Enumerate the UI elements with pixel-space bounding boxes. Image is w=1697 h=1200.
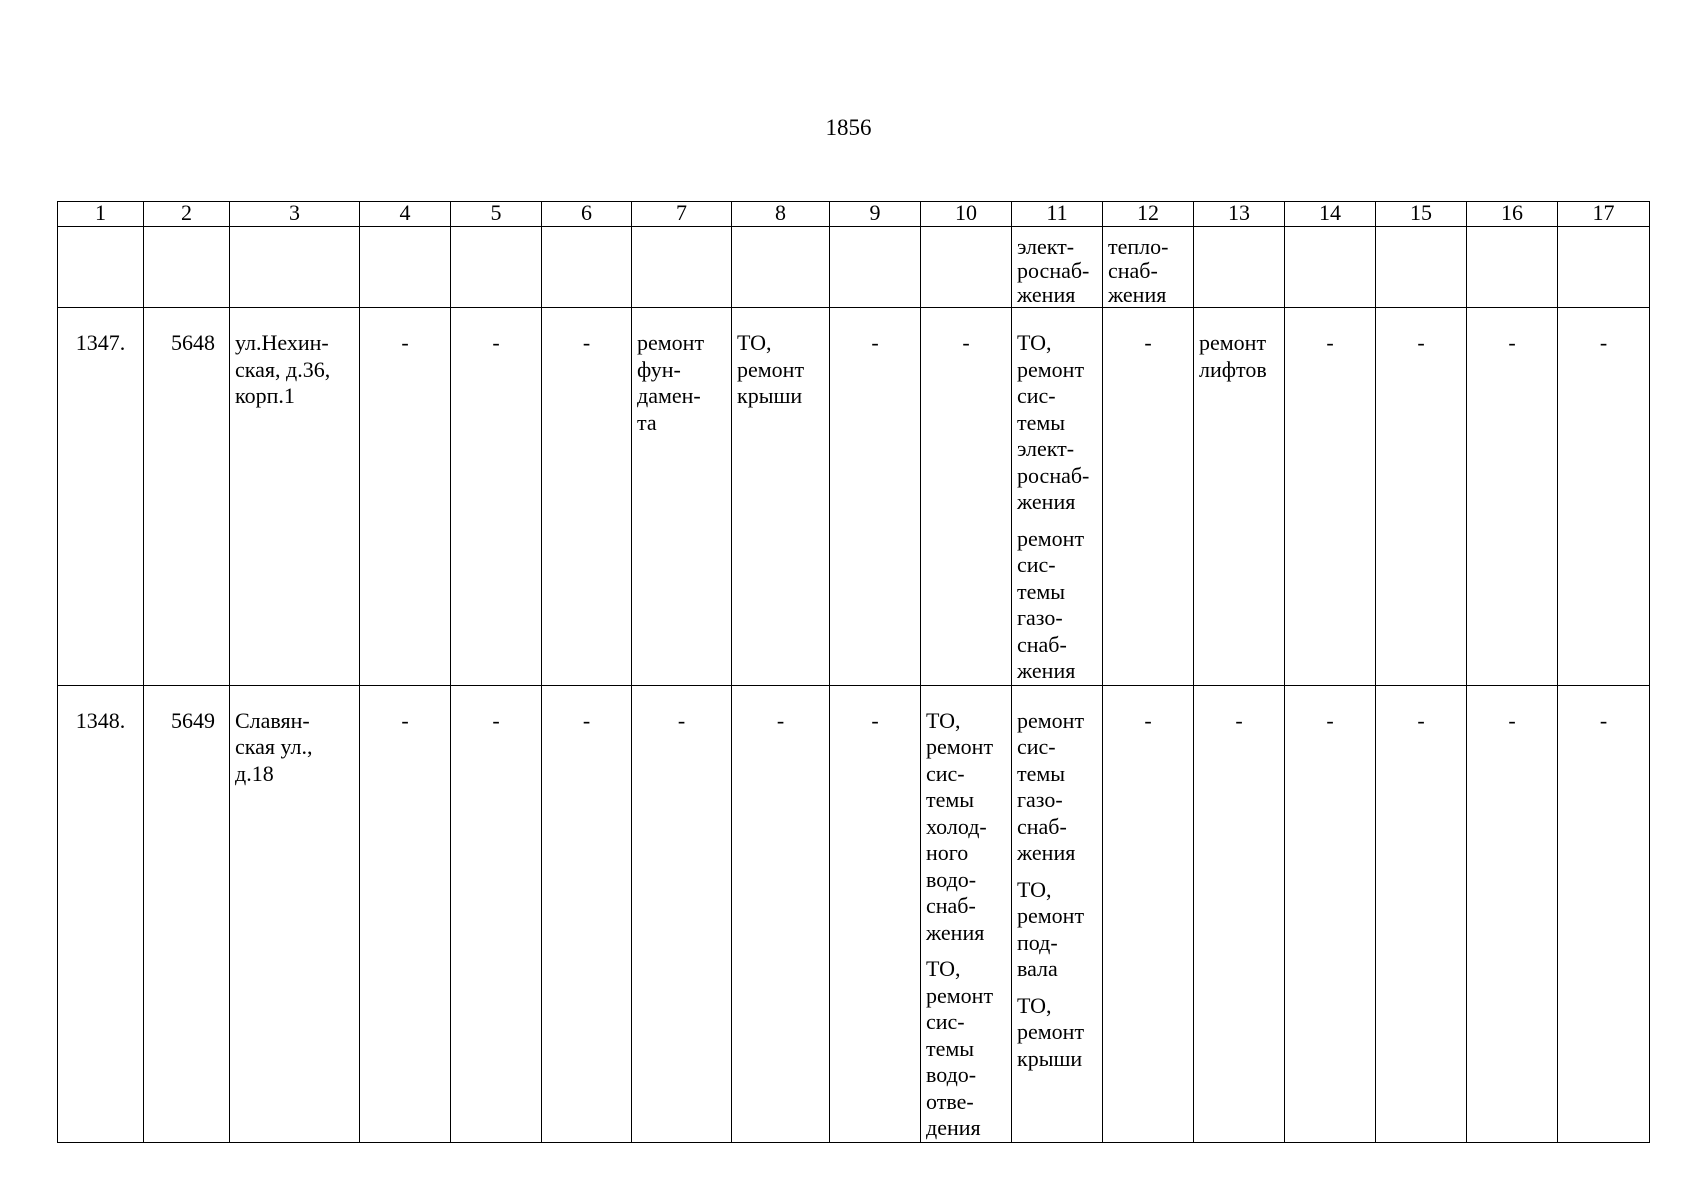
- cell-text: [732, 308, 829, 410]
- row-number-cell: [58, 685, 144, 1142]
- table-cell: [1376, 685, 1467, 1142]
- text-line: снаб-: [1108, 258, 1158, 283]
- text-line: лифтов: [1199, 356, 1267, 382]
- address-cell: [230, 685, 360, 1142]
- dash-value: -: [582, 330, 591, 355]
- text-block: [1017, 330, 1097, 516]
- text-line: газо-: [1017, 787, 1063, 812]
- dash-value: -: [677, 707, 686, 733]
- cell-text: [1012, 308, 1102, 685]
- table-cell: [451, 685, 542, 1142]
- text-line: жения: [1017, 282, 1076, 307]
- table-cell: [360, 308, 451, 686]
- cell-text: [1012, 227, 1102, 307]
- dash-value: -: [1144, 707, 1152, 733]
- table-cell: [1103, 685, 1194, 1142]
- table-cell: [58, 227, 144, 308]
- text-line: ремонт: [1017, 903, 1085, 928]
- dash-value: -: [1599, 707, 1608, 733]
- text-line: дения: [926, 1115, 981, 1140]
- text-line: ного: [926, 840, 969, 865]
- table-cell: [1194, 308, 1285, 686]
- column-number: 1: [58, 202, 144, 227]
- table-cell: [732, 227, 830, 308]
- table-cell: [144, 227, 230, 308]
- text-line: темы: [1017, 409, 1066, 435]
- row-number-cell: [58, 308, 144, 686]
- text-line: дамен-: [637, 383, 701, 408]
- dash-value: -: [1144, 330, 1152, 355]
- table-cell: [1012, 308, 1103, 686]
- dash-value: -: [1326, 707, 1334, 733]
- table-cell: [451, 308, 542, 686]
- table-cell: [1012, 227, 1103, 308]
- table-cell: [1285, 685, 1376, 1142]
- row-code-cell: [144, 685, 230, 1142]
- row-code: 5648: [171, 330, 215, 355]
- text-line: ремонт: [1199, 330, 1267, 355]
- text-block: [926, 956, 1006, 1142]
- text-line: ТО,: [737, 330, 772, 355]
- text-line: ремонт: [1017, 707, 1085, 733]
- dash-value: -: [401, 707, 409, 733]
- text-line: роснаб-: [1017, 462, 1090, 488]
- cell-text: [1194, 308, 1284, 383]
- column-number: 17: [1558, 202, 1650, 227]
- text-line: холод-: [926, 813, 987, 839]
- address-cell: [230, 308, 360, 686]
- table-cell: [1558, 685, 1650, 1142]
- text-block: [1017, 708, 1097, 867]
- table-cell: [1194, 685, 1285, 1142]
- dash-value: -: [871, 330, 879, 355]
- column-number: 8: [732, 202, 830, 227]
- text-line: корп.1: [235, 383, 295, 408]
- text-line: ремонт: [737, 356, 805, 382]
- text-line: крыши: [1017, 1045, 1083, 1071]
- text-line: жения: [926, 919, 985, 945]
- table-cell: [632, 227, 732, 308]
- table-row: [58, 308, 1650, 686]
- table-cell: [921, 308, 1012, 686]
- column-number: 6: [542, 202, 632, 227]
- text-line: ТО,: [926, 956, 961, 981]
- column-number: 9: [830, 202, 921, 227]
- dash-value: -: [401, 330, 409, 355]
- table-cell: [360, 227, 451, 308]
- text-line: сис-: [926, 1009, 965, 1034]
- text-line: под-: [1017, 929, 1058, 955]
- dash-value: -: [962, 330, 970, 355]
- column-number: 13: [1194, 202, 1285, 227]
- table-cell: [632, 308, 732, 686]
- dash-value: -: [1599, 330, 1608, 355]
- text-line: снаб-: [1017, 813, 1067, 839]
- cell-text: [1012, 686, 1102, 1073]
- text-line: темы: [1017, 760, 1066, 786]
- row-code-cell: [144, 308, 230, 686]
- table-cell: [921, 685, 1012, 1142]
- text-line: темы: [926, 787, 975, 812]
- text-line: газо-: [1017, 605, 1063, 630]
- text-line: ремонт: [926, 982, 994, 1008]
- dash-value: -: [1417, 707, 1425, 733]
- text-line: жения: [1017, 489, 1076, 514]
- dash-value: -: [1508, 707, 1516, 733]
- dash-value: -: [871, 707, 879, 733]
- column-number: 2: [144, 202, 230, 227]
- table-cell: [1558, 227, 1650, 308]
- table-cell: [360, 685, 451, 1142]
- column-number-row: [58, 202, 1650, 227]
- text-block: [1017, 877, 1097, 983]
- table-row: [58, 685, 1650, 1142]
- text-line: ТО,: [1017, 330, 1052, 355]
- column-number: 10: [921, 202, 1012, 227]
- text-line: ская ул.,: [235, 734, 313, 759]
- text-line: вала: [1017, 956, 1058, 981]
- table-cell: [451, 227, 542, 308]
- text-block: [926, 708, 1006, 947]
- table-cell: [921, 227, 1012, 308]
- table-cell: [1467, 227, 1558, 308]
- text-line: ремонт: [1017, 356, 1085, 382]
- text-line: д.18: [235, 760, 274, 786]
- text-line: ремонт: [637, 330, 705, 355]
- text-line: элект-: [1017, 436, 1075, 461]
- text-line: темы: [926, 1035, 975, 1061]
- text-line: сис-: [926, 760, 965, 786]
- column-number: 12: [1103, 202, 1194, 227]
- table-cell: [230, 227, 360, 308]
- table-cell: [1467, 685, 1558, 1142]
- text-block: [1017, 526, 1097, 685]
- table-cell: [1376, 227, 1467, 308]
- text-line: ул.Нехин-: [235, 330, 329, 355]
- column-number: 16: [1467, 202, 1558, 227]
- text-line: сис-: [1017, 383, 1056, 408]
- continuation-row: [58, 227, 1650, 308]
- column-number: 7: [632, 202, 732, 227]
- table-cell: [1285, 308, 1376, 686]
- text-line: жения: [1017, 840, 1076, 865]
- text-line: сис-: [1017, 734, 1056, 759]
- text-line: ремонт: [1017, 1019, 1085, 1044]
- address: [230, 686, 359, 788]
- column-number: 5: [451, 202, 542, 227]
- schedule-table: [57, 201, 1650, 1143]
- table-cell: [830, 685, 921, 1142]
- row-code: 5649: [171, 707, 215, 733]
- table-cell: [1194, 227, 1285, 308]
- column-number: 4: [360, 202, 451, 227]
- text-block: [1017, 993, 1097, 1073]
- dash-value: -: [492, 330, 500, 355]
- table-cell: [542, 227, 632, 308]
- text-line: отве-: [926, 1088, 974, 1114]
- text-line: ремонт: [1017, 525, 1085, 551]
- text-line: ТО,: [1017, 876, 1052, 902]
- table-cell: [830, 227, 921, 308]
- dash-value: -: [776, 707, 785, 733]
- text-line: ТО,: [926, 707, 961, 733]
- table-cell: [732, 685, 830, 1142]
- dash-value: -: [582, 707, 591, 733]
- text-line: ремонт: [926, 734, 994, 759]
- text-line: водо-: [926, 1062, 977, 1087]
- text-line: крыши: [737, 383, 803, 408]
- column-number: 15: [1376, 202, 1467, 227]
- table-cell: [732, 308, 830, 686]
- text-line: элект-: [1017, 234, 1075, 259]
- text-line: ТО,: [1017, 992, 1052, 1018]
- text-line: жения: [1108, 282, 1167, 307]
- cell-text: [1103, 227, 1193, 307]
- column-number: 3: [230, 202, 360, 227]
- table-cell: [1012, 685, 1103, 1142]
- column-number: 14: [1285, 202, 1376, 227]
- text-line: роснаб-: [1017, 258, 1090, 283]
- dash-value: -: [1508, 330, 1516, 355]
- cell-text: [921, 686, 1011, 1142]
- dash-value: -: [1417, 330, 1425, 355]
- text-line: Славян-: [235, 707, 310, 733]
- table-cell: [830, 308, 921, 686]
- text-line: снаб-: [926, 893, 976, 918]
- text-line: темы: [1017, 578, 1066, 604]
- table-cell: [1558, 308, 1650, 686]
- text-line: жения: [1017, 658, 1076, 683]
- row-number: 1348.: [75, 707, 126, 733]
- table-cell: [1376, 308, 1467, 686]
- table-cell: [632, 685, 732, 1142]
- table-cell: [542, 308, 632, 686]
- table-cell: [1467, 308, 1558, 686]
- dash-value: -: [492, 707, 500, 733]
- text-line: водо-: [926, 866, 977, 892]
- table-cell: [1103, 308, 1194, 686]
- table-cell: [1103, 227, 1194, 308]
- page-number: 1856: [825, 115, 872, 140]
- dash-value: -: [1235, 707, 1243, 733]
- address: [230, 308, 359, 410]
- column-number: 11: [1012, 202, 1103, 227]
- text-line: снаб-: [1017, 631, 1067, 657]
- text-line: фун-: [637, 356, 681, 382]
- text-line: та: [637, 409, 657, 435]
- dash-value: -: [1326, 330, 1334, 355]
- text-line: сис-: [1017, 552, 1056, 577]
- text-line: тепло-: [1108, 234, 1169, 259]
- text-line: ская, д.36,: [235, 356, 331, 382]
- table-cell: [542, 685, 632, 1142]
- row-number: 1347.: [75, 330, 126, 355]
- cell-text: [632, 308, 731, 436]
- table-cell: [1285, 227, 1376, 308]
